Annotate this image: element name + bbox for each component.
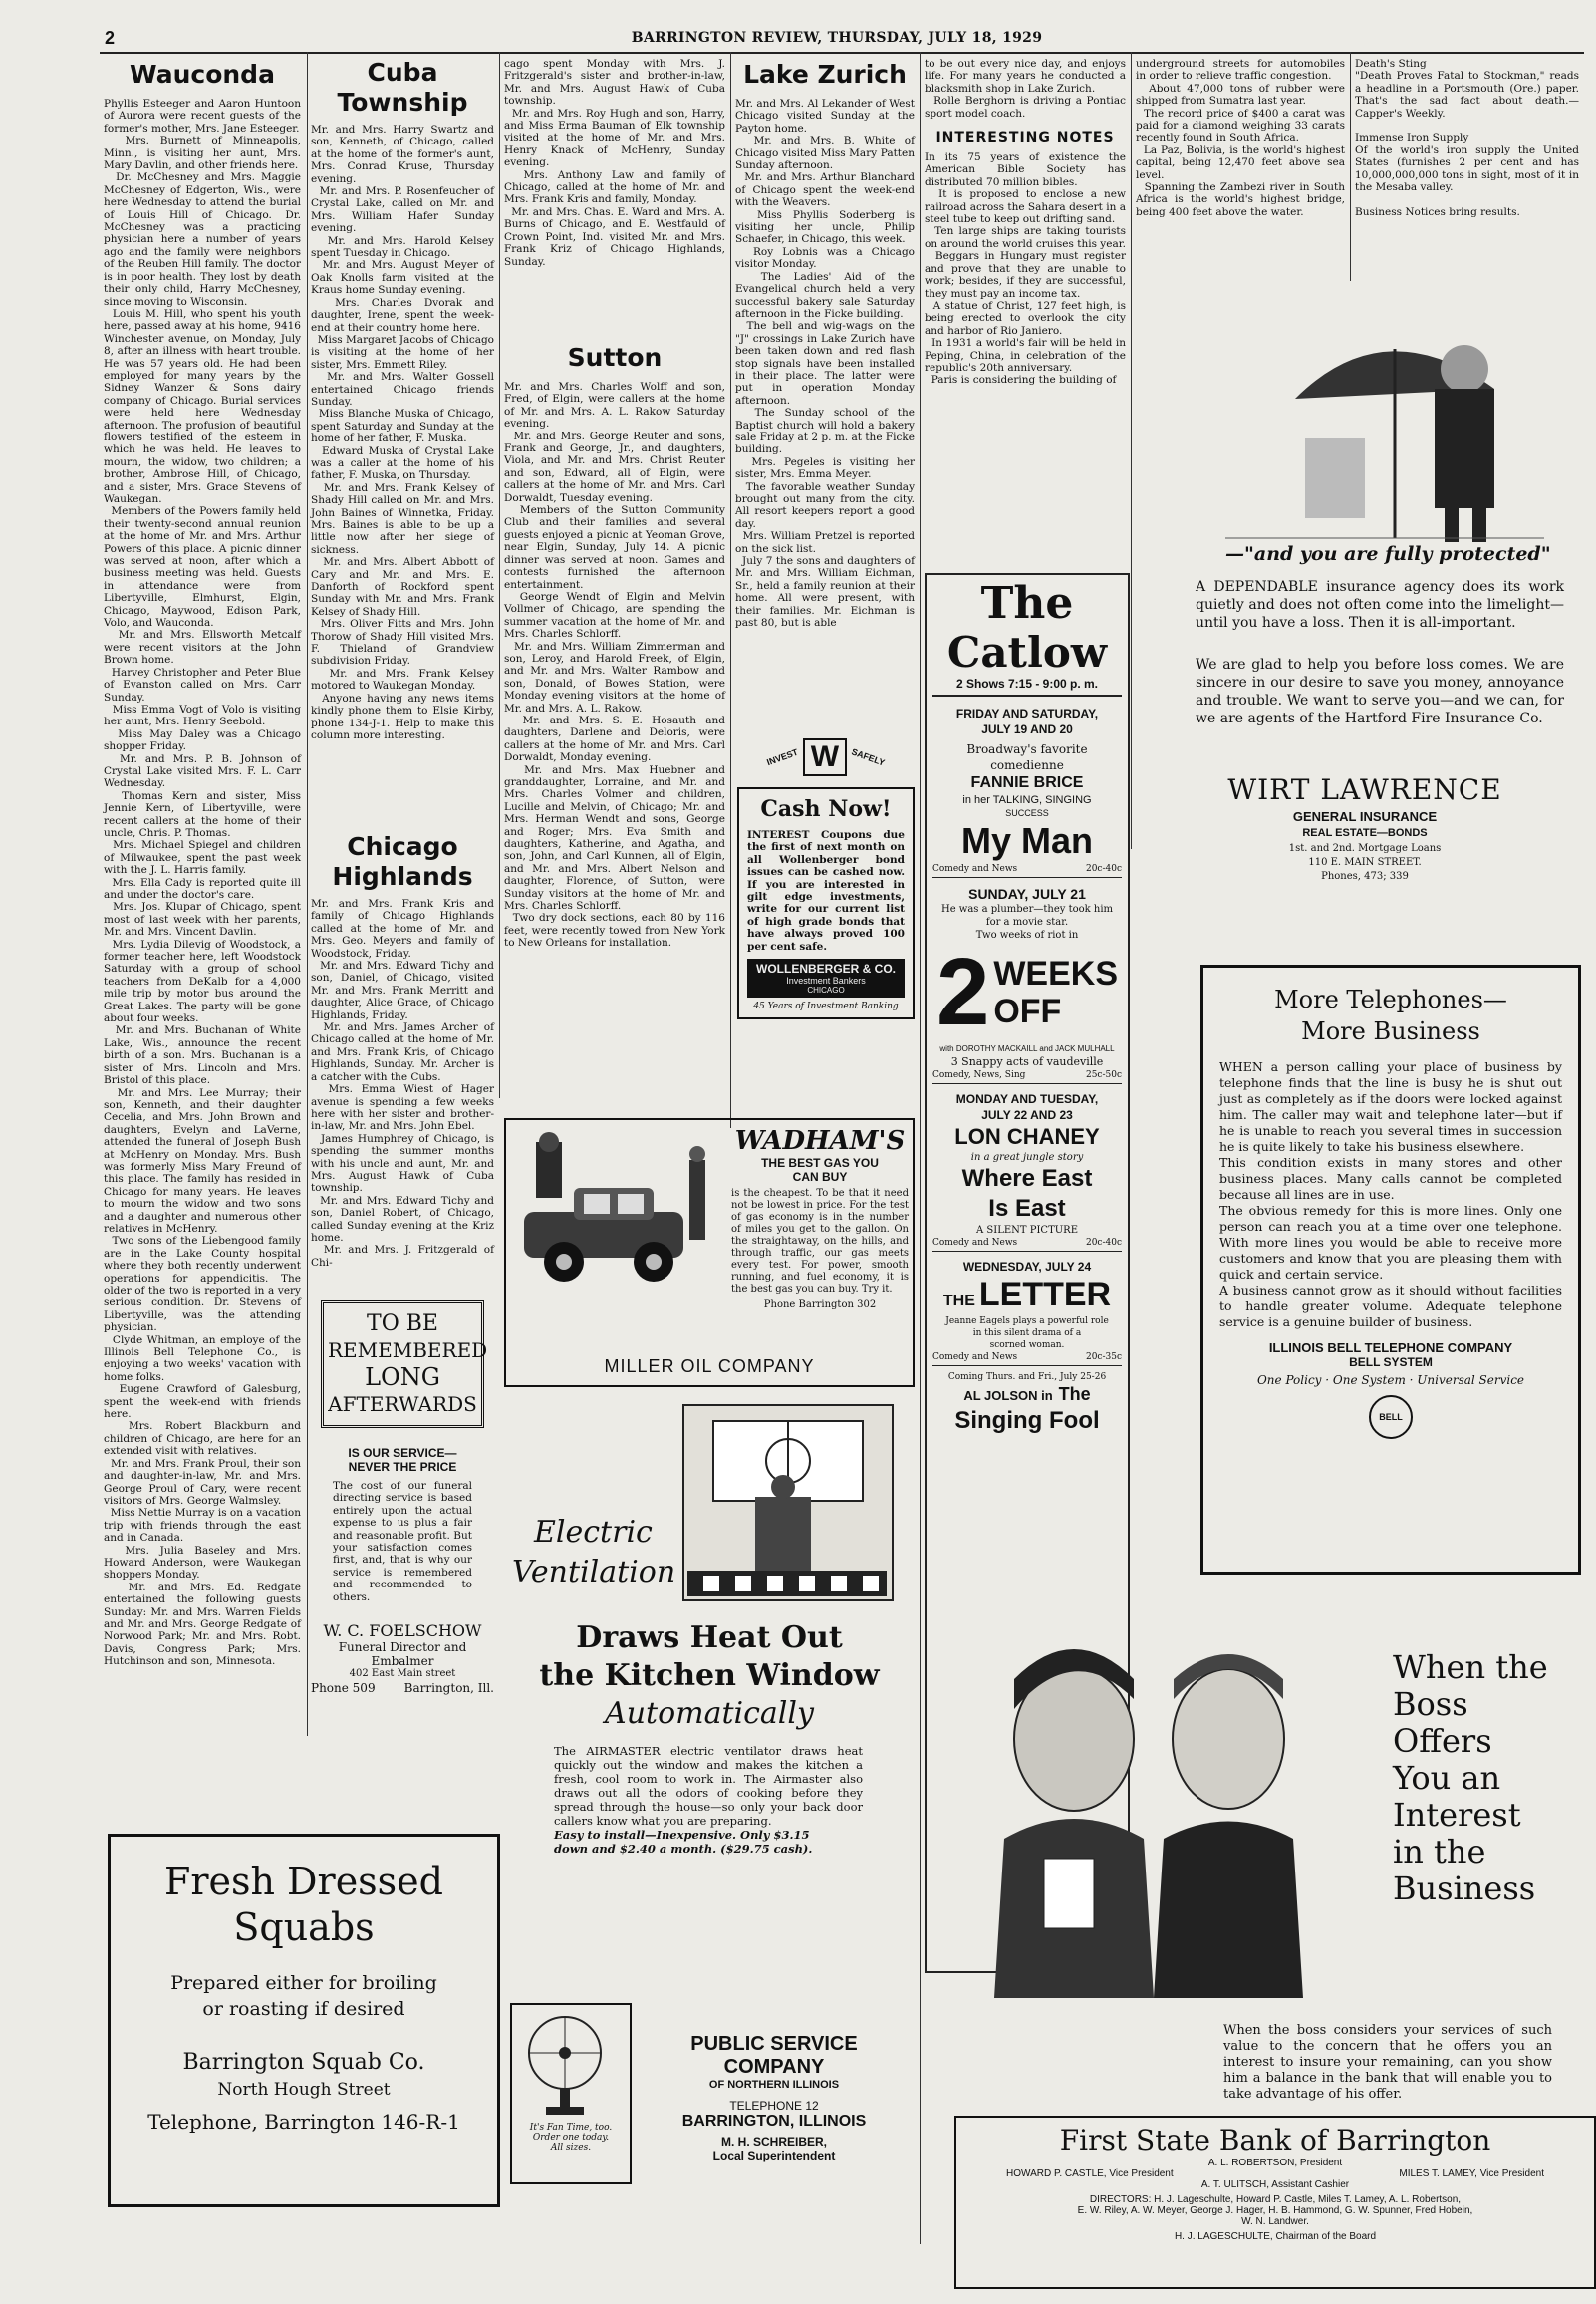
squabs-company: Barrington Squab Co. — [182, 2050, 425, 2075]
catlow-b5-star-row — [932, 1384, 1122, 1405]
wollenberger-name: WOLLENBERGER & CO. — [756, 962, 896, 977]
lake-zurich-body: Mr. and Mrs. Al Lekander of West Chicago visited Sunday at the Payton home. Mr. and Mrs. B. White of Chicago visited Miss Mary Patten Sunday afternoon. Mr. and Mrs. Arthur Blanchard of Chicago spent the week-end with the Weavers. Miss Phyllis Soderberg is visiting her uncle, Philip Schaefer, in Chicago, this week. Roy Lobnis was a Chicago visitor Monday. The Ladies' Aid of the Evangelical church held a very successful bakery sale Saturday afternoon in the Ficke building. The bell and wig-wags on the "J" crossings in Lake Zurich have been taken down and red flash stop signals have been installed in their place. The latter were put in operation Monday afternoon. The Sunday school of the Baptist church will hold a bakery sale Friday at 2 p. m. at the Ficke building. Mrs. Pegeles is visiting her sister, Mrs. Emma Meyer. The favorable weather Sunday brought out many from the city. All resort keepers report a good day. Mrs. William Pretzel is reported on the sick list. July 7 the sons and daughters of Mr. and Mrs. William Eichman, Sr., held a family reunion at their home. All were present, with their families. Mr. Eichman is past 80, but is able — [735, 98, 915, 630]
ventilation-fan-3: All sizes. — [550, 2143, 592, 2153]
squabs-title-2: Squabs — [233, 1905, 375, 1949]
catlow-b2-price: 25c-50c — [1085, 1070, 1122, 1080]
catlow-b4-line-2: in this silent drama of a — [972, 1328, 1082, 1338]
wirt-lawrence-ad — [1136, 289, 1584, 972]
bank-cashier: A. T. ULITSCH, Assistant Cashier — [1200, 2179, 1350, 2190]
catlow-b4-line-3: scorned woman. — [989, 1340, 1065, 1350]
wirt-line-1: GENERAL INSURANCE — [1292, 809, 1438, 824]
telephone-body-2: This condition exists in many stores and other business places. Many calls cannot be completed because all lines are in use. — [1219, 1155, 1566, 1202]
ventilation-company-1: PUBLIC SERVICE — [690, 2033, 858, 2055]
catlow-b2-line-2: for a movie star. — [985, 917, 1069, 928]
wirt-body-2: We are glad to help you before loss comes. We are sincere in our desire to save you money, annoyance and trouble. We want to serve you—and we can, for we are agents of the Hartford Fire Insurance Co. — [1196, 657, 1569, 726]
wollenberger-seal-2: W — [803, 738, 847, 776]
highlands-heading-2: Highlands — [332, 862, 473, 891]
lake-zurich-column — [735, 58, 915, 735]
businessman-umbrella-icon — [1166, 289, 1564, 548]
bank-name: First State Bank of Barrington — [1059, 2124, 1491, 2157]
wadhams-line-1: THE BEST GAS YOU — [761, 1156, 879, 1170]
foelschow-name: W. C. FOELSCHOW — [323, 1621, 482, 1641]
wirt-headline: —"and you are fully protected" — [1225, 543, 1551, 565]
wirt-line-5: Phones, 473; 339 — [1321, 871, 1409, 882]
lake-zurich-heading: Lake Zurich — [743, 60, 907, 89]
squabs-phone: Telephone, Barrington 146-R-1 — [147, 2110, 460, 2134]
catlow-b5-star: AL JOLSON in — [963, 1388, 1053, 1403]
bank-illustration — [984, 1599, 1313, 2018]
wollenberger-box — [737, 787, 915, 1019]
catlow-b1-price: 20c-40c — [1085, 864, 1122, 874]
foelschow-sub-1: IS OUR SERVICE— — [348, 1446, 457, 1460]
wadhams-line-2: CAN BUY — [792, 1170, 848, 1184]
wadhams-company: MILLER OIL COMPANY — [604, 1356, 815, 1376]
foelschow-title-box — [321, 1300, 488, 1428]
catlow-b2-title-2: WEEKS — [993, 955, 1119, 993]
catlow-b2-line-3: Two weeks of riot in — [975, 930, 1079, 941]
wauconda-body: Phyllis Esteeger and Aaron Huntoon of Aurora were recent guests of the former's mother, Mrs. Jane Esteeger. Mrs. Burnett of Minneapolis, Minn., is visiting her aunt, Mrs. Mary Davlin, and other friends here. Dr. McChesney and Mrs. Maggie McChesney of Edgerton, Wis., were here Wednesday to attend the burial of Louis Hill of Chicago. Dr. McChesney was a practicing physician here a number of years ago and the family were neighbors of the Reuben Hill family. The doctor is in poor health. They lost by death their only child, Harry McChesney, since moving to Wisconsin. Louis M. Hill, who spent his youth here, passed away at his home, 9416 Winchester avenue, on Monday, July 8, after an illness with heart trouble. He was 57 years old. He had been employed for many years by the Sidney Wanzer & Sons dairy company of Chicago. Burial services were held here Wednesday afternoon. The profusion of beautiful flowers testified of the esteem in which he was held. He leaves to mourn, the widow, two children; a brother, Ambrose Hill, of Chicago, and a sister, Mrs. Grace Stevens of Waukegan. Members of the Powers family held their twenty-second annual reunion at the home of Mr. and Mrs. Arthur Powers of this place. A picnic dinner was served at noon, after which a business meeting was held. Guests in attendance were from Libertyville, Elmhurst, Elgin, Chicago, Maywood, Edison Park, Volo, and Wauconda. Mr. and Mrs. Ellsworth Metcalf were recent visitors at the John Brown home. Harvey Christopher and Peter Blue of Evanston called on Mrs. Carr Sunday. Miss Emma Vogt of Volo is visiting her aunt, Mrs. Henry Seebold. Miss May Daley was a Chicago shopper Friday. Mr. and Mrs. P. B. Johnson of Crystal Lake visited Mrs. F. L. Carr Wednesday. Thomas Kern and sister, Miss Jennie Kern, of Libertyville, were recent callers at the home of their uncle, Chris. P. Thomas. Mrs. Michael Spiegel and children of Milwaukee, spent the past week with the J. L. Harris family. Mrs. Ella Cady is reported quite ill and under the doctor's care. Mrs. Jos. Klupar of Chicago, spent most of last week with her parents, Mr. and Mrs. Vincent Davlin. Mrs. Lydia Dilevig of Woodstock, a former teacher here, left Woodstock Saturday with a group of school teachers from DeKalb for a 4,000 mile trip by motor bus around the Great Lakes. The party will be gone about four weeks. Mr. and Mrs. Buchanan of White Lake, Wis., announce the recent birth of a son. Mrs. Buchanan is a sister of Mrs. Lincoln and Mrs. Bristol of this place. Mr. and Mrs. Lee Murray; their son, Kenneth, and their daughter Cecelia, and Mrs. John Brown and daughters, Evelyn and LaVerne, attended the funeral of Joseph Bush at McHenry on Monday. Mrs. Bush was formerly Miss Mary Freund of this place. The family has resided in Chicago for many years. He leaves to mourn the widow and two sons and a daughter and numerous other relatives in McHenry. Two sons of the Liebengood family are in the Lake County hospital where they both recently underwent operations for appendicitis. The older of the two is reported in a very serious condition. Dr. Stevens of Libertyville, was the attending physician. Clyde Whitman, an employe of the Illinois Bell Telephone Co., is enjoying a two weeks' vacation with home folks. Eugene Crawford of Galesburg, spent the week-end with friends here. Mrs. Robert Blackburn and children of Chicago, are here for an extended visit with relatives. Mr. and Mrs. Frank Proul, their son and daughter-in-law, Mr. and Mrs. George Proul of Cary, were recent visitors of Mrs. George Walmsley. Miss Nettie Murray is on a vacation trip with friends through the east and in Canada. Mrs. Julia Baseley and Mrs. Howard Anderson, were Waukegan shoppers Monday. Mr. and Mrs. Ed. Redgate entertained the following guests Sunday: Mr. and Mrs. Warren Fields and Mr. and Mrs. George Redgate of Norwood Park; Mr. and Mrs. Robt. Davis, Congress Park; Mrs. Hutchinson and son, Minnesota. — [104, 98, 302, 1668]
wollenberger-name-bar — [747, 959, 905, 998]
electric-fan-icon — [516, 2009, 614, 2119]
catlow-the: The — [980, 578, 1074, 629]
foelschow-title-2: REMEMBERED — [328, 1338, 488, 1362]
ventilation-city: BARRINGTON, ILLINOIS — [681, 2113, 867, 2130]
telephone-body-1: WHEN a person calling your place of business by telephone finds that the line is busy he is shut out just as completely as if the doors were locked against him. The caller may wait and telephone later—but if he is unable to reach you several times in succession he is quite likely to take his business elsewhere. — [1219, 1059, 1566, 1154]
column-rule — [730, 52, 731, 1128]
squabs-ad — [108, 1834, 500, 2207]
wadhams-ad — [504, 1118, 915, 1387]
bank-directors-2: E. W. Riley, A. W. Meyer, George J. Hager, H. B. Hammond, G. W. Spunner, Fred Hobein, — [1077, 2205, 1473, 2216]
sutton-heading: Sutton — [567, 343, 663, 372]
wirt-name: WIRT LAWRENCE — [1227, 773, 1502, 806]
notes-body: In its 75 years of existence the American Bible Society has distributed 70 million bibles. It is proposed to enclose a new railroad across the Sahara desert in a steel tube to keep out drifting sand. Ten large ships are taking tourists on around the world cruises this year. Beggars in Hungary must register and prove that they are unable to work; besides, if they are successful, they must pay an income tax. A statue of Christ, 127 feet high, is being erected to overlook the city and harbor of Rio Janiero. In 1931 a world's fair will be held in Peping, China, in celebration of the republic's 20th anniversary. Paris is considering the building of — [925, 151, 1126, 387]
catlow-b4-title-2: LETTER — [978, 1276, 1112, 1313]
catlow-b5-title: Singing Fool — [954, 1407, 1100, 1434]
catlow-b3-line-2: A SILENT PICTURE — [976, 1225, 1078, 1236]
ventilation-headline-1: Draws Heat Out — [576, 1620, 843, 1655]
ventilation-title-2: Ventilation — [512, 1555, 676, 1589]
ventilation-fan-box — [510, 2003, 632, 2184]
ventilation-ad — [504, 1395, 915, 2207]
page-number: 2 — [105, 28, 116, 48]
telephone-title-1: More Telephones— — [1274, 986, 1507, 1013]
catlow-b4-line-1: Jeanne Eagels plays a powerful role — [945, 1316, 1109, 1326]
col7-top-body: Death's Sting "Death Proves Fatal to Stockman," reads a headline in a Portsmouth (Ore.) paper. That's the sad fact about death.—Capper's Weekly. Immense Iron Supply Of the world's iron supply the United States (furnishes 2 per cent and has 10,000,000,000 tons in sight, most of it in the Mesaba valley. Business Notices bring results. — [1355, 58, 1579, 218]
catlow-b2-date: SUNDAY, JULY 21 — [968, 886, 1086, 902]
catlow-b2-title-3: OFF — [993, 993, 1062, 1030]
ventilation-offer-1: Easy to install—Inexpensive. Only $3.15 — [554, 1828, 810, 1842]
wirt-line-3: 1st. and 2nd. Mortgage Loans — [1288, 843, 1442, 854]
highlands-column — [311, 832, 494, 1291]
bank-ad — [925, 1580, 1582, 2277]
catlow-b2-title — [932, 939, 1122, 1045]
bell-seal-icon — [1369, 1395, 1413, 1439]
telephone-seal: BELL — [1379, 1412, 1403, 1422]
squabs-title-1: Fresh Dressed — [163, 1860, 443, 1903]
wadhams-illustration — [514, 1130, 723, 1299]
column-rule — [920, 52, 921, 2244]
bank-headline-2: Boss — [1393, 1685, 1468, 1723]
col7-top — [1355, 58, 1579, 287]
catlow-b4-date: WEDNESDAY, JULY 24 — [962, 1260, 1092, 1274]
catlow-b3-price: 20c-40c — [1085, 1238, 1122, 1248]
ventilation-title-1: Electric — [534, 1515, 653, 1550]
wollenberger-seal-3: SAFELY — [850, 746, 887, 768]
foelschow-city: Barrington, Ill. — [403, 1681, 494, 1696]
ventilation-manager: M. H. SCHREIBER, — [720, 2135, 827, 2149]
catlow-b2-stars: with DOROTHY MACKAILL and JACK MULHALL — [939, 1044, 1115, 1053]
catlow-b4-title-1: THE — [942, 1293, 975, 1309]
col6-top — [1136, 58, 1345, 287]
telephone-motto: One Policy · One System · Universal Service — [1256, 1373, 1525, 1387]
bank-directors-3: W. N. Landwer. — [1241, 2216, 1309, 2227]
ventilation-offer-2: down and $2.40 a month. ($29.75 cash). — [554, 1842, 813, 1856]
bank-headline-3: Offers — [1393, 1722, 1492, 1760]
catlow-b4-title — [932, 1276, 1122, 1314]
catlow-b3-title-1: Where East — [961, 1165, 1093, 1192]
foelschow-ad — [311, 1300, 494, 1824]
ventilation-fan-1: It's Fan Time, too. — [529, 2123, 613, 2133]
catlow-b1-foot: Comedy and News — [932, 864, 1018, 874]
masthead-rule — [100, 52, 1584, 54]
catlow-b2-foot: Comedy, News, Sing — [932, 1070, 1026, 1080]
highlands-body: Mr. and Mrs. Frank Kris and family of Chicago Highlands called at the home of Mr. and Mrs. Geo. Meyers and family of Woodstock, Friday. Mr. and Mrs. Edward Tichy and son, Daniel, of Chicago, visited Mr. and Mrs. Frank Merritt and daughter, Alice Grace, of Chicago Highlands, Friday. Mr. and Mrs. James Archer of Chicago called at the home of Mr. and Mrs. Frank Kris, of Chicago Highlands, Sunday. Mr. Archer is a catcher with the Cubs. Mrs. Emma Wiest of Hager avenue is spending a few weeks here with her sister and brother-in-law, Mr. and Mrs. John Ebel. James Humphrey of Chicago, is spending the summer months with his uncle and aunt, Mr. and Mrs. August Hawk of Cuba township. Mr. and Mrs. Edward Tichy and son, Daniel Robert, of Chicago, called Sunday evening at the Kriz home. Mr. and Mrs. J. Fritzgerald of Chi- — [311, 898, 494, 1269]
notes-heading: INTERESTING NOTES — [935, 130, 1115, 146]
wollenberger-sub: Investment Bankers — [786, 976, 866, 987]
catlow-name: Catlow — [946, 628, 1108, 677]
squabs-line-1: Prepared either for broiling — [170, 1972, 437, 1994]
foelschow-address: 402 East Main street — [349, 1668, 456, 1680]
wollenberger-ad — [737, 727, 915, 1088]
wirt-illustration — [1166, 289, 1564, 548]
wadhams-body: is the cheapest. To be that it need not be lowest in price. For the test of gas economy is in the number of miles you get to the gallon. On the straightaway, on the hills, and through traffic, our gas meets every test. For power, smooth running, and fuel economy, it is the best gas you can buy. Try it. — [731, 1188, 913, 1295]
kitchen-window-icon — [673, 1401, 903, 1605]
foelschow-title-4: AFTERWARDS — [328, 1392, 477, 1416]
catlow-b1-line-1: Broadway's favorite — [966, 742, 1088, 756]
bank-chairman: H. J. LAGESCHULTE, Chairman of the Board — [1174, 2231, 1377, 2242]
telephone-body-3: The obvious remedy for this is more lines. Only one person can reach you at a time over one telephone. With more lines you would be able to receive more customers and know that you are pleasing them with quick and certain service. — [1219, 1203, 1566, 1282]
catlow-b1-line-2: comedienne — [990, 758, 1064, 772]
bank-headline-7: Business — [1393, 1870, 1536, 1907]
wollenberger-city: CHICAGO — [807, 986, 845, 996]
telephone-company: ILLINOIS BELL TELEPHONE COMPANY — [1268, 1340, 1513, 1355]
bank-footer — [954, 2116, 1596, 2289]
highlands-heading-1: Chicago — [347, 832, 458, 861]
foelschow-role-2: Embalmer — [371, 1654, 434, 1669]
bank-vp2: MILES T. LAMEY, Vice President — [1399, 2168, 1544, 2179]
ventilation-headline-3: Automatically — [605, 1696, 814, 1731]
bank-headline-6: in the — [1393, 1833, 1486, 1871]
column-rule — [1350, 52, 1351, 281]
catlow-shows: 2 Shows 7:15 - 9:00 p. m. — [932, 677, 1122, 697]
col5-top — [925, 58, 1126, 576]
bank-headline-5: Interest — [1393, 1796, 1521, 1834]
catlow-b3-title-2: Is East — [988, 1195, 1066, 1222]
bank-vp1: HOWARD P. CASTLE, Vice President — [1006, 2168, 1174, 2179]
wauconda-heading: Wauconda — [130, 60, 275, 89]
foelschow-body: The cost of our funeral directing service is based entirely upon the actual expense to us plus a fair and reasonable profit. But your satisfaction comes first, and, that is why our service is remembered and recommended to others. — [333, 1480, 476, 1603]
wollenberger-title: Cash Now! — [760, 796, 892, 822]
catlow-b3-date-1: MONDAY AND TUESDAY, — [955, 1092, 1099, 1106]
bank-headline-4: You an — [1393, 1759, 1501, 1797]
catlow-b2-title-1: 2 — [935, 939, 990, 1045]
telephone-title-2: More Business — [1301, 1017, 1480, 1045]
wollenberger-body: INTEREST Coupons due the first of next month on all Wollenberger bond issues can be cashed now. If you are interested in gilt edge investments, write for our current list of high grade bonds that have always proved 100 per cent safe. — [747, 829, 909, 953]
catlow-b1-date-1: FRIDAY AND SATURDAY, — [955, 707, 1099, 720]
wirt-body-1: A DEPENDABLE insurance agency does its work quietly and does not often come into the limelight—until you have a loss. Then it is all-important. — [1196, 579, 1569, 631]
bank-headline-1: When the — [1393, 1648, 1548, 1686]
telephone-ad — [1200, 965, 1581, 1575]
masthead-title: BARRINGTON REVIEW, THURSDAY, JULY 18, 1929 — [631, 30, 1043, 46]
cuba-column — [311, 58, 494, 835]
catlow-b2-line-1: He was a plumber—they took him — [940, 904, 1114, 915]
catlow-b4-price: 20c-35c — [1085, 1352, 1122, 1362]
ventilation-phone: TELEPHONE 12 — [729, 2099, 819, 2113]
column-rule — [1131, 52, 1132, 849]
wadhams-name: WADHAM'S — [734, 1126, 906, 1156]
wollenberger-seal-1: INVEST — [765, 746, 800, 768]
column-rule — [499, 52, 500, 1098]
telephone-body-4: A business cannot grow as it should without facilities to handle greater volume. Adequate telephone service is a genuine builder of business. — [1219, 1283, 1566, 1329]
catlow-b4-foot: Comedy and News — [932, 1352, 1018, 1362]
ventilation-body: The AIRMASTER electric ventilator draws heat quickly out the window and makes the kitchen a fresh, cool room to work in. The Airmaster also draws out all the odors of cooking before they spread through the house—so only your back door callers know what you are preparing. — [554, 1744, 867, 1828]
catlow-b5-line: Coming Thurs. and Fri., July 25-26 — [947, 1372, 1107, 1382]
ventilation-company-3: OF NORTHERN ILLINOIS — [708, 2079, 840, 2091]
gas-station-car-icon — [514, 1130, 723, 1299]
bank-pres: A. L. ROBERTSON, President — [1207, 2158, 1343, 2168]
catlow-b1-line-3: in her TALKING, SINGING — [962, 794, 1092, 806]
catlow-b1-title: My Man — [960, 820, 1093, 861]
catlow-b3-date-2: JULY 22 AND 23 — [981, 1108, 1073, 1122]
catlow-b2-line-4: 3 Snappy acts of vaudeville — [950, 1055, 1104, 1068]
wirt-line-4: 110 E. MAIN STREET. — [1308, 857, 1422, 868]
bank-body: When the boss considers your services of such value to the concern that he offers you an interest to insure your remaining, can you show him a balance in the bank that will enable you to take advantage of his offer. — [1223, 2023, 1557, 2102]
cuba-body: Mr. and Mrs. Harry Swartz and son, Kenneth, of Chicago, called at the home of the former's aunt, Mrs. Conrad Kruse, Thursday evening. Mr. and Mrs. P. Rosenfeucher of Crystal Lake, called on Mr. and Mrs. William Hafer Sunday evening. Mr. and Mrs. Harold Kelsey spent Tuesday in Chicago. Mr. and Mrs. August Meyer of Oak Knolls farm visited at the Kraus home Sunday evening. Mrs. Charles Dvorak and daughter, Irene, spent the week-end at their country home here. Miss Margaret Jacobs of Chicago is visiting at the home of her sister, Mrs. Emmett Riley. Mr. and Mrs. Walter Gossell entertained Chicago friends Sunday. Miss Blanche Muska of Chicago, spent Saturday and Sunday at the home of her father, F. Muska. Edward Muska of Crystal Lake was a caller at the home of his father, F. Muska, on Thursday. Mr. and Mrs. Frank Kelsey of Shady Hill called on Mr. and Mrs. John Baines of Winnetka, Friday. Mrs. Baines is able to be up a little now after her siege of sickness. Mr. and Mrs. Albert Abbott of Cary and Mr. and Mrs. E. Danforth of Rockford spent Sunday with Mr. and Mrs. Frank Kelsey of Shady Hill. Mrs. Oliver Fitts and Mrs. John Thorow of Shady Hill visited Mrs. F. Thieland of Grandview subdivision Friday. Mr. and Mrs. Frank Kelsey motored to Waukegan Monday. Anyone having any news items kindly phone them to Elsie Kirby, phone 134-J-1. Help to make this column more interesting. — [311, 124, 494, 741]
two-businessmen-icon — [984, 1599, 1313, 2018]
foelschow-title-1: TO BE — [367, 1311, 438, 1336]
ventilation-fan-2: Order one today. — [532, 2133, 610, 2143]
catlow-b1-date-2: JULY 19 AND 20 — [981, 722, 1073, 736]
cuba-heading-1: Cuba — [367, 58, 438, 87]
foelschow-sub-2: NEVER THE PRICE — [348, 1460, 457, 1474]
column-rule — [307, 52, 308, 1736]
catlow-b5-the: The — [1058, 1384, 1091, 1404]
wollenberger-seal — [766, 727, 886, 787]
cuba-heading-2: Township — [337, 88, 468, 117]
catlow-b1-star: FANNIE BRICE — [970, 774, 1084, 791]
wirt-line-2: REAL ESTATE—BONDS — [1302, 827, 1428, 839]
foelschow-title-3: LONG — [365, 1363, 440, 1391]
wauconda-column — [104, 58, 301, 1822]
bank-directors-1: DIRECTORS: H. J. Lageschulte, Howard P. Castle, Miles T. Lamey, A. L. Robertson, — [1089, 2194, 1462, 2205]
col3-top-body: cago spent Monday with Mrs. J. Fritzgerald's sister and brother-in-law, Mr. and Mrs. August Hawk of Cuba township. Mr. and Mrs. Roy Hugh and son, Harry, and Miss Erma Bauman of Elk township visited at the home of Mr. and Mrs. Henry Knack of McHenry, Sunday evening. Mrs. Anthony Law and family of Chicago, called at the home of Mr. and Mrs. Frank Kris and family, Monday. Mr. and Mrs. Chas. E. Ward and Mrs. A. Burns of Chicago, and E. Westfauld of Crown Point, Ind. visited Mr. and Mrs. Frank Kriz of Chicago Highlands, Sunday. — [504, 58, 725, 268]
wollenberger-tagline: 45 Years of Investment Banking — [753, 1002, 899, 1012]
ventilation-manager-role: Local Superintendent — [712, 2149, 836, 2162]
ventilation-illustration — [673, 1401, 903, 1605]
foelschow-phone: Phone 509 — [311, 1681, 376, 1696]
catlow-b3-star: LON CHANEY — [954, 1124, 1100, 1149]
col5-top-body: to be out every nice day, and enjoys life. For many years he conducted a blacksmith shop in Lake Zurich. Rolle Berghorn is driving a Pontiac sport model coach. — [925, 58, 1126, 120]
ventilation-headline-2: the Kitchen Window — [539, 1658, 880, 1693]
catlow-b1-line-4: SUCCESS — [1005, 808, 1049, 818]
catlow-b3-foot: Comedy and News — [932, 1238, 1018, 1248]
catlow-b3-line-1: in a great jungle story — [970, 1152, 1084, 1163]
squabs-street: North Hough Street — [217, 2080, 391, 2100]
squabs-line-2: or roasting if desired — [202, 1998, 405, 2020]
foelschow-role-1: Funeral Director and — [338, 1640, 467, 1655]
ventilation-company-2: COMPANY — [723, 2056, 825, 2078]
col3-top — [504, 58, 725, 377]
sutton-column — [504, 341, 725, 1110]
telephone-system: BELL SYSTEM — [1349, 1355, 1433, 1369]
wadhams-phone: Phone Barrington 302 — [763, 1299, 877, 1310]
sutton-body: Mr. and Mrs. Charles Wolff and son, Fred, of Elgin, were callers at the home of Mr. and Mrs. A. L. Rakow Saturday evening. Mr. and Mrs. George Reuter and sons, Frank and George, Jr., and daughters, Viola, and Mr. and Mrs. Christ Reuter and son, Edward, all of Elgin, were callers at the home of Mr. and Mrs. Carl Dorwaldt, Tuesday evening. Members of the Sutton Community Club and their families and several guests enjoyed a picnic at Yeoman Grove, near Elgin, Sunday, July 14. A picnic dinner was served at noon. Games and contests furnished the afternoon entertainment. George Wendt of Elgin and Melvin Vollmer of Chicago, are spending the summer vacation at the home of Mr. and Mrs. Charles Schlorff. Mr. and Mrs. William Zimmerman and son, Leroy, and Harold Freek, of Elgin, and Mr. and Mrs. Walter Rambow and son, Donald, of Bowes Station, were Monday evening visitors at the home of Mr. and Mrs. A. L. Rakow. Mr. and Mrs. S. E. Hosauth and daughters, Darlene and Deloris, were callers at the home of Mr. and Mrs. Carl Dorwaldt, Monday evening. Mr. and Mrs. Max Huebner and granddaughter, Lorraine, and Mr. and Mrs. Charles Volmer and children, Lucille and Melvin, of Chicago; Mr. and Mrs. Herman Wendt and sons, George and Roger; Mrs. Eva Smith and daughters, Katherine, and Agatha, and son, John, and Carl Kunnen, all of Elgin, and Mr. and Mrs. Albert Nelson and daughter, Florence, of Sutton, were Sunday visitors at the home of Mr. and Mrs. Charles Schlorff. Two dry dock sections, each 80 by 116 feet, were recently towed from New York to New Orleans for installation. — [504, 381, 725, 950]
col6-top-body: underground streets for automobiles in order to relieve traffic congestion. About 47,000 tons of rubber were shipped from Sumatra last year. The record price of $400 a carat was paid for a diamond weighing 33 carats recently found in South Africa. La Paz, Bolivia, is the world's highest capital, being 12,470 feet above sea level. Spanning the Zambezi river in South Africa is the world's highest bridge, being 400 feet above the water. — [1136, 58, 1345, 218]
